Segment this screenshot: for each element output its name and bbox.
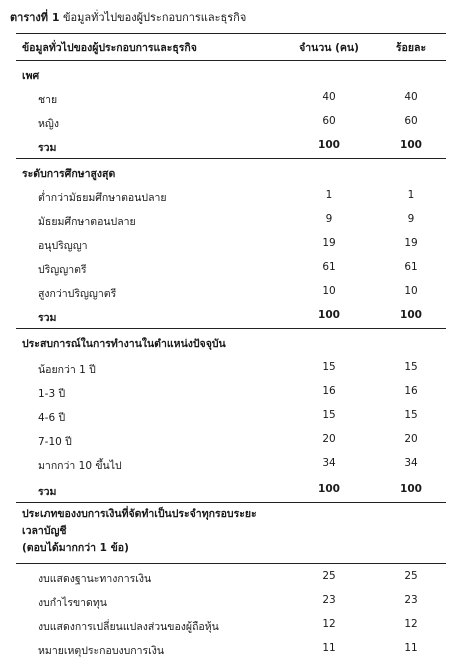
percent-cell: 25 [404, 570, 418, 582]
table-row [16, 429, 446, 453]
label-cell: ปริญญาตรี [38, 264, 87, 276]
percent-cell: 1 [407, 189, 415, 201]
count-cell: 12 [322, 618, 336, 630]
count-cell: 100 [318, 139, 340, 151]
table-row [16, 209, 446, 233]
count-cell: 61 [322, 261, 336, 273]
label-cell: งบกำไรขาดทุน [38, 597, 107, 609]
percent-cell: 15 [404, 409, 418, 421]
table-row [16, 614, 446, 638]
label-cell: ชาย [38, 94, 58, 106]
label-cell: สูงกว่าปริญญาตรี [38, 288, 117, 300]
table-row [16, 87, 446, 111]
label-cell: มัธยมศึกษาตอนปลาย [38, 216, 136, 228]
percent-cell: 9 [407, 213, 415, 225]
section-title: ประเภทของงบการเงินที่จัดทำเป็นประจำทุกรอบระยะ เวลาบัญชี (ตอบได้มากกว่า 1 ข้อ) [22, 508, 257, 554]
label-cell: ต่ำกว่ามัธยมศึกษาตอนปลาย [38, 192, 167, 204]
count-cell: 25 [322, 570, 336, 582]
count-cell: 40 [322, 91, 336, 103]
table-row [16, 281, 446, 305]
count-cell: 16 [322, 385, 336, 397]
count-cell: 9 [325, 213, 333, 225]
section-rule [16, 502, 446, 503]
label-cell: อนุปริญญา [38, 240, 88, 252]
percent-cell: 16 [404, 385, 418, 397]
header-rule [16, 60, 446, 61]
percent-cell: 15 [404, 361, 418, 373]
percent-cell: 12 [404, 618, 418, 630]
table-title: ข้อมูลทั่วไปของผู้ประกอบการและธุรกิจ [59, 11, 247, 24]
total-row [16, 479, 446, 503]
total-row [16, 305, 446, 329]
table-row [16, 566, 446, 590]
count-cell: 15 [322, 361, 336, 373]
count-cell: 11 [322, 642, 336, 654]
label-cell: น้อยกว่า 1 ปี [38, 364, 96, 376]
percent-cell: 19 [404, 237, 418, 249]
label-cell: รวม [38, 142, 57, 154]
count-cell: 1 [325, 189, 333, 201]
section-rule [16, 158, 446, 159]
total-row [16, 135, 446, 159]
count-cell: 15 [322, 409, 336, 421]
label-cell: หมายเหตุประกอบงบการเงิน [38, 645, 165, 657]
percent-cell: 40 [404, 91, 418, 103]
percent-cell: 11 [404, 642, 418, 654]
table-row [16, 381, 446, 405]
section-rule [16, 563, 446, 564]
count-cell: 10 [322, 285, 336, 297]
label-cell: ประสบการณ์ในการทำงานในตำแหน่งปัจจุบัน [22, 338, 226, 350]
section-rule [16, 328, 446, 329]
section-title [16, 331, 446, 355]
percent-cell: 10 [404, 285, 418, 297]
label-cell: รวม [38, 312, 57, 324]
top-rule [16, 33, 446, 34]
count-cell: 23 [322, 594, 336, 606]
label-cell: มากกว่า 10 ขึ้นไป [38, 460, 122, 472]
table-row [16, 405, 446, 429]
count-cell: 19 [322, 237, 336, 249]
label-cell: เพศ [22, 70, 40, 82]
percent-cell: 100 [400, 139, 422, 151]
table-header [16, 35, 446, 59]
label-cell: งบแสดงการเปลี่ยนแปลงส่วนของผู้ถือหุ้น [38, 621, 219, 633]
count-cell: 34 [322, 457, 336, 469]
count-cell: 100 [318, 309, 340, 321]
header-col-info: ข้อมูลทั่วไปของผู้ประกอบการและธุรกิจ [22, 42, 197, 54]
percent-cell: 34 [404, 457, 418, 469]
count-cell: 60 [322, 115, 336, 127]
count-cell: 20 [322, 433, 336, 445]
table-row [16, 590, 446, 614]
table-row [16, 638, 446, 662]
label-cell: ระดับการศึกษาสูงสุด [22, 168, 116, 180]
percent-cell: 23 [404, 594, 418, 606]
table-row [16, 111, 446, 135]
label-cell: รวม [38, 486, 57, 498]
table-row [16, 357, 446, 381]
table-caption [10, 8, 246, 26]
label-cell: หญิง [38, 118, 59, 130]
table-number: ตารางที่ 1 [10, 11, 60, 24]
header-col-percent: ร้อยละ [395, 42, 427, 54]
percent-cell: 100 [400, 309, 422, 321]
section-title [16, 63, 446, 87]
label-cell: 4-6 ปี [38, 412, 66, 424]
count-cell: 100 [318, 483, 340, 495]
percent-cell: 61 [404, 261, 418, 273]
header-col-count: จำนวน (คน) [299, 42, 359, 54]
label-cell: 7-10 ปี [38, 436, 72, 448]
section-title [16, 161, 446, 185]
label-cell: งบแสดงฐานะทางการเงิน [38, 573, 152, 585]
percent-cell: 60 [404, 115, 418, 127]
table-row [16, 453, 446, 477]
table-row [16, 233, 446, 257]
percent-cell: 100 [400, 483, 422, 495]
percent-cell: 20 [404, 433, 418, 445]
table-row [16, 257, 446, 281]
table-row [16, 185, 446, 209]
label-cell: 1-3 ปี [38, 388, 66, 400]
